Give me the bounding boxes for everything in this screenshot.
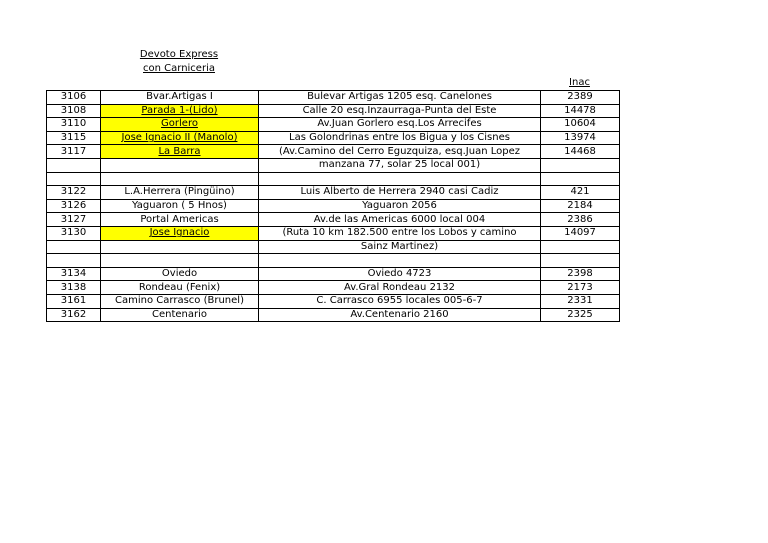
- cell-inac: 2331: [541, 294, 620, 308]
- cell-name: [101, 240, 259, 254]
- cell-name: Jose Ignacio: [101, 226, 259, 240]
- sheet-title-line2: con Carniceria: [143, 63, 215, 74]
- cell-code: 3134: [47, 267, 101, 281]
- table-row: [47, 281, 620, 295]
- cell-inac: [541, 240, 620, 254]
- cell-code: [47, 240, 101, 254]
- cell-name: [101, 172, 259, 186]
- table-row: [47, 158, 620, 172]
- table-row: [47, 240, 620, 254]
- cell-inac: [541, 172, 620, 186]
- cell-name: Rondeau (Fenix): [101, 281, 259, 295]
- cell-address: Av.Juan Gorlero esq.Los Arrecifes: [259, 118, 541, 132]
- cell-code: 3126: [47, 199, 101, 213]
- cell-address: [259, 254, 541, 268]
- table-row: [47, 199, 620, 213]
- table-row: [47, 91, 620, 105]
- table-row: [47, 254, 620, 268]
- cell-address: (Av.Camino del Cerro Eguzquiza, esq.Juan Lopez: [259, 145, 541, 159]
- cell-name: Parada 1-(Lido): [101, 104, 259, 118]
- sheet-title-line1: Devoto Express: [139, 49, 219, 60]
- table-row: [47, 226, 620, 240]
- cell-inac: [541, 158, 620, 172]
- table-row: [47, 294, 620, 308]
- cell-code: 3106: [47, 91, 101, 105]
- cell-inac: 10604: [541, 118, 620, 132]
- cell-name: Bvar.Artigas I: [101, 91, 259, 105]
- inac-column-header: Inac: [569, 77, 590, 88]
- cell-address: Av.Gral Rondeau 2132: [259, 281, 541, 295]
- cell-inac: 2389: [541, 91, 620, 105]
- cell-inac: 2173: [541, 281, 620, 295]
- cell-code: [47, 158, 101, 172]
- table-row: [47, 131, 620, 145]
- cell-name: Centenario: [101, 308, 259, 322]
- cell-inac: 2398: [541, 267, 620, 281]
- cell-code: 3130: [47, 226, 101, 240]
- cell-address: Luis Alberto de Herrera 2940 casi Cadiz: [259, 186, 541, 200]
- cell-code: 3115: [47, 131, 101, 145]
- table-row: [47, 308, 620, 322]
- store-table: [46, 90, 620, 322]
- table-row: [47, 172, 620, 186]
- cell-code: 3161: [47, 294, 101, 308]
- cell-name: La Barra: [101, 145, 259, 159]
- cell-code: 3127: [47, 213, 101, 227]
- cell-code: 3108: [47, 104, 101, 118]
- cell-address: Av.de las Americas 6000 local 004: [259, 213, 541, 227]
- cell-name: [101, 158, 259, 172]
- cell-inac: 2184: [541, 199, 620, 213]
- table-row: [47, 118, 620, 132]
- table-row: [47, 213, 620, 227]
- cell-address: Yaguaron 2056: [259, 199, 541, 213]
- cell-inac: [541, 254, 620, 268]
- cell-name: Oviedo: [101, 267, 259, 281]
- cell-inac: 13974: [541, 131, 620, 145]
- cell-address: Bulevar Artigas 1205 esq. Canelones: [259, 91, 541, 105]
- cell-name: [101, 254, 259, 268]
- cell-inac: 14097: [541, 226, 620, 240]
- cell-code: 3117: [47, 145, 101, 159]
- cell-name: Yaguaron ( 5 Hnos): [101, 199, 259, 213]
- cell-code: 3138: [47, 281, 101, 295]
- cell-code: 3162: [47, 308, 101, 322]
- table-row: [47, 104, 620, 118]
- cell-name: Gorlero: [101, 118, 259, 132]
- cell-address: Calle 20 esq.Inzaurraga-Punta del Este: [259, 104, 541, 118]
- cell-name: Camino Carrasco (Brunel): [101, 294, 259, 308]
- table-row: [47, 186, 620, 200]
- cell-address: C. Carrasco 6955 locales 005-6-7: [259, 294, 541, 308]
- cell-code: 3110: [47, 118, 101, 132]
- cell-code: 3122: [47, 186, 101, 200]
- cell-address: (Ruta 10 km 182.500 entre los Lobos y camino: [259, 226, 541, 240]
- cell-name: Jose Ignacio II (Manolo): [101, 131, 259, 145]
- cell-inac: 2386: [541, 213, 620, 227]
- cell-address: Av.Centenario 2160: [259, 308, 541, 322]
- cell-code: [47, 172, 101, 186]
- cell-name: L.A.Herrera (Pingüino): [101, 186, 259, 200]
- cell-address: manzana 77, solar 25 local 001): [259, 158, 541, 172]
- cell-address: [259, 172, 541, 186]
- cell-address: Oviedo 4723: [259, 267, 541, 281]
- cell-inac: 14478: [541, 104, 620, 118]
- table-row: [47, 145, 620, 159]
- cell-name: Portal Americas: [101, 213, 259, 227]
- cell-code: [47, 254, 101, 268]
- cell-inac: 2325: [541, 308, 620, 322]
- table-row: [47, 267, 620, 281]
- cell-inac: 421: [541, 186, 620, 200]
- cell-inac: 14468: [541, 145, 620, 159]
- cell-address: Sainz Martinez): [259, 240, 541, 254]
- cell-address: Las Golondrinas entre los Bigua y los Cisnes: [259, 131, 541, 145]
